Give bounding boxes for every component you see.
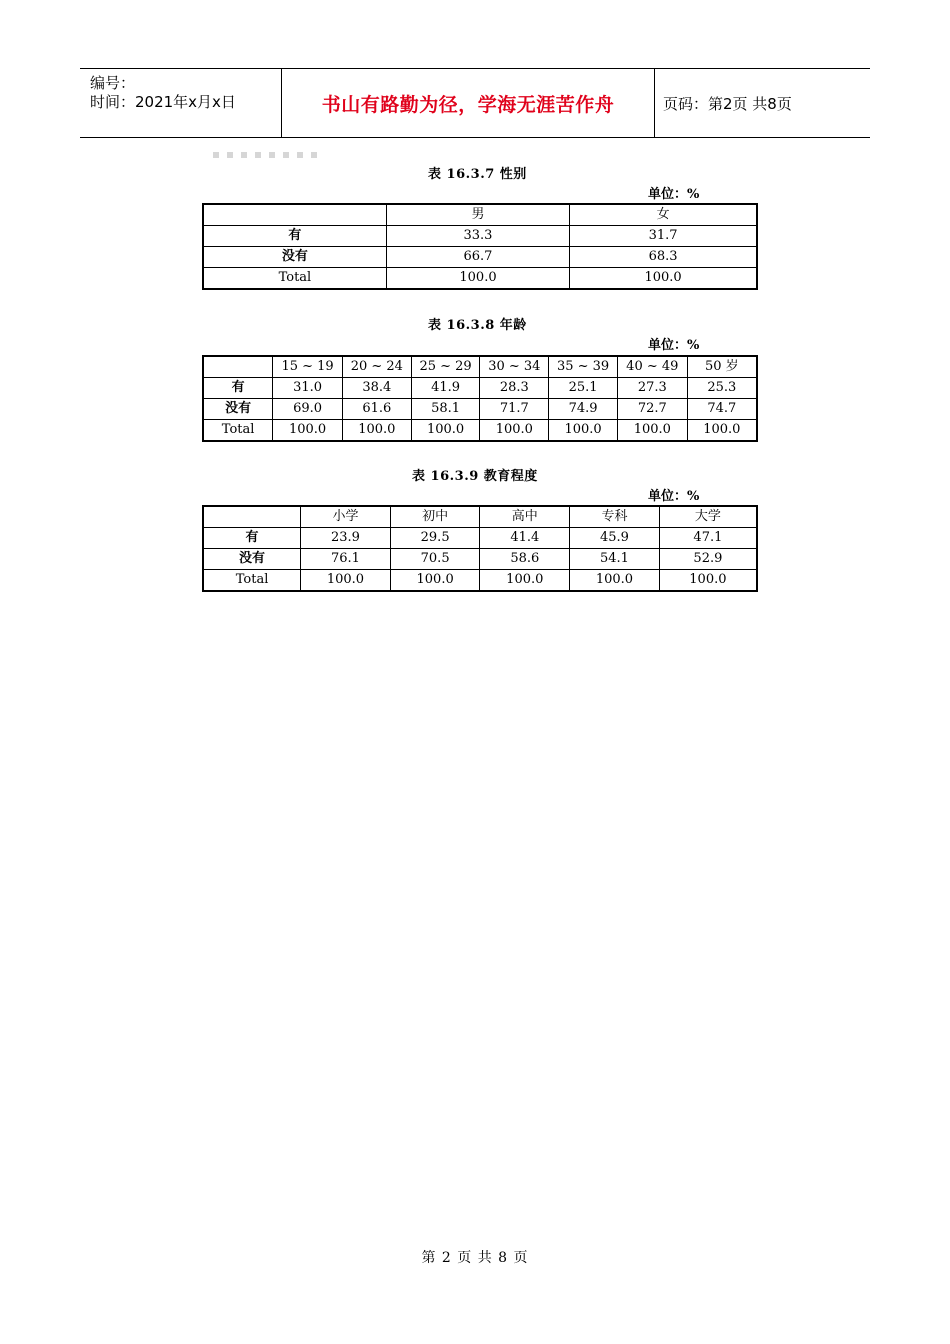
- table-row: [203, 399, 757, 420]
- header-cell: 小学: [301, 506, 391, 528]
- header-cell: 25 ~ 29: [411, 356, 480, 378]
- table-cell: 31.0: [273, 378, 343, 399]
- table-cell: 25.1: [549, 378, 618, 399]
- table-age-unit: 单位：%: [648, 338, 700, 353]
- table-gender: [202, 203, 758, 290]
- table-age-title: 表 16.3.8 年龄: [428, 318, 527, 333]
- table-cell: 41.9: [411, 378, 480, 399]
- header-cell: [203, 204, 386, 226]
- row-label: Total: [203, 420, 273, 442]
- header-cell: 初中: [390, 506, 480, 528]
- table-cell: 27.3: [617, 378, 687, 399]
- table-cell: 28.3: [480, 378, 549, 399]
- row-label: 没有: [203, 399, 273, 420]
- table-cell: 70.5: [390, 549, 480, 570]
- row-label: 没有: [203, 247, 386, 268]
- table-cell: 100.0: [411, 420, 480, 442]
- row-label: 没有: [203, 549, 301, 570]
- header-cell: 女: [570, 204, 757, 226]
- header-cell: 大学: [659, 506, 757, 528]
- header-page-cell: [655, 69, 870, 137]
- header-motto-cell: [282, 69, 655, 137]
- table-education-title: 表 16.3.9 教育程度: [412, 469, 538, 484]
- header-cell: 专科: [570, 506, 660, 528]
- table-cell: 74.9: [549, 399, 618, 420]
- table-cell: 58.1: [411, 399, 480, 420]
- table-cell: 29.5: [390, 528, 480, 549]
- table-row: [203, 378, 757, 399]
- table-gender-unit: 单位：%: [648, 187, 700, 202]
- header-cell: 15 ~ 19: [273, 356, 343, 378]
- row-label: Total: [203, 570, 301, 592]
- table-cell: 100.0: [273, 420, 343, 442]
- document-header: [80, 68, 870, 138]
- table-row: [203, 247, 757, 268]
- table-row: [203, 226, 757, 247]
- header-cell: 40 ~ 49: [617, 356, 687, 378]
- table-cell: 33.3: [386, 226, 569, 247]
- number-label: 编号：: [90, 74, 136, 92]
- table-cell: 100.0: [386, 268, 569, 290]
- table-cell: 100.0: [480, 420, 549, 442]
- table-header-row: [203, 506, 757, 528]
- row-label: 有: [203, 528, 301, 549]
- table-cell: 100.0: [659, 570, 757, 592]
- table-cell: 71.7: [480, 399, 549, 420]
- table-row: [203, 268, 757, 290]
- page-info: 页码：第2页 共8页: [663, 94, 792, 113]
- table-cell: 100.0: [480, 570, 570, 592]
- page-footer: 第 2 页 共 8 页: [421, 1250, 529, 1266]
- header-cell: [203, 356, 273, 378]
- table-cell: 47.1: [659, 528, 757, 549]
- table-cell: 72.7: [617, 399, 687, 420]
- table-cell: 74.7: [687, 399, 757, 420]
- table-cell: 100.0: [687, 420, 757, 442]
- table-header-row: [203, 356, 757, 378]
- table-age: [202, 355, 758, 442]
- table-cell: 54.1: [570, 549, 660, 570]
- table-education: [202, 505, 758, 592]
- table-row: [203, 570, 757, 592]
- table-cell: 76.1: [301, 549, 391, 570]
- table-cell: 100.0: [617, 420, 687, 442]
- table-cell: 45.9: [570, 528, 660, 549]
- table-cell: 52.9: [659, 549, 757, 570]
- row-label: Total: [203, 268, 386, 290]
- header-cell: 30 ~ 34: [480, 356, 549, 378]
- table-cell: 38.4: [342, 378, 411, 399]
- table-header-row: [203, 204, 757, 226]
- table-education-unit: 单位：%: [648, 489, 700, 504]
- table-cell: 61.6: [342, 399, 411, 420]
- table-cell: 100.0: [570, 268, 757, 290]
- header-cell: 50 岁: [687, 356, 757, 378]
- scan-artifact: [213, 152, 323, 158]
- header-cell: 20 ~ 24: [342, 356, 411, 378]
- table-cell: 25.3: [687, 378, 757, 399]
- table-cell: 100.0: [301, 570, 391, 592]
- row-label: 有: [203, 226, 386, 247]
- table-cell: 69.0: [273, 399, 343, 420]
- table-row: [203, 549, 757, 570]
- table-row: [203, 528, 757, 549]
- header-cell: 高中: [480, 506, 570, 528]
- table-row: [203, 420, 757, 442]
- row-label: 有: [203, 378, 273, 399]
- header-meta-cell: [80, 69, 282, 137]
- motto-text: 书山有路勤为径，学海无涯苦作舟: [321, 93, 615, 116]
- table-cell: 41.4: [480, 528, 570, 549]
- table-cell: 100.0: [390, 570, 480, 592]
- table-cell: 100.0: [549, 420, 618, 442]
- header-cell: 35 ~ 39: [549, 356, 618, 378]
- table-gender-title: 表 16.3.7 性别: [428, 167, 527, 182]
- table-cell: 100.0: [342, 420, 411, 442]
- header-cell: [203, 506, 301, 528]
- table-cell: 66.7: [386, 247, 569, 268]
- table-cell: 31.7: [570, 226, 757, 247]
- header-cell: 男: [386, 204, 569, 226]
- table-cell: 100.0: [570, 570, 660, 592]
- time-label: 时间：2021年x月x日: [90, 93, 236, 111]
- table-cell: 58.6: [480, 549, 570, 570]
- table-cell: 23.9: [301, 528, 391, 549]
- table-cell: 68.3: [570, 247, 757, 268]
